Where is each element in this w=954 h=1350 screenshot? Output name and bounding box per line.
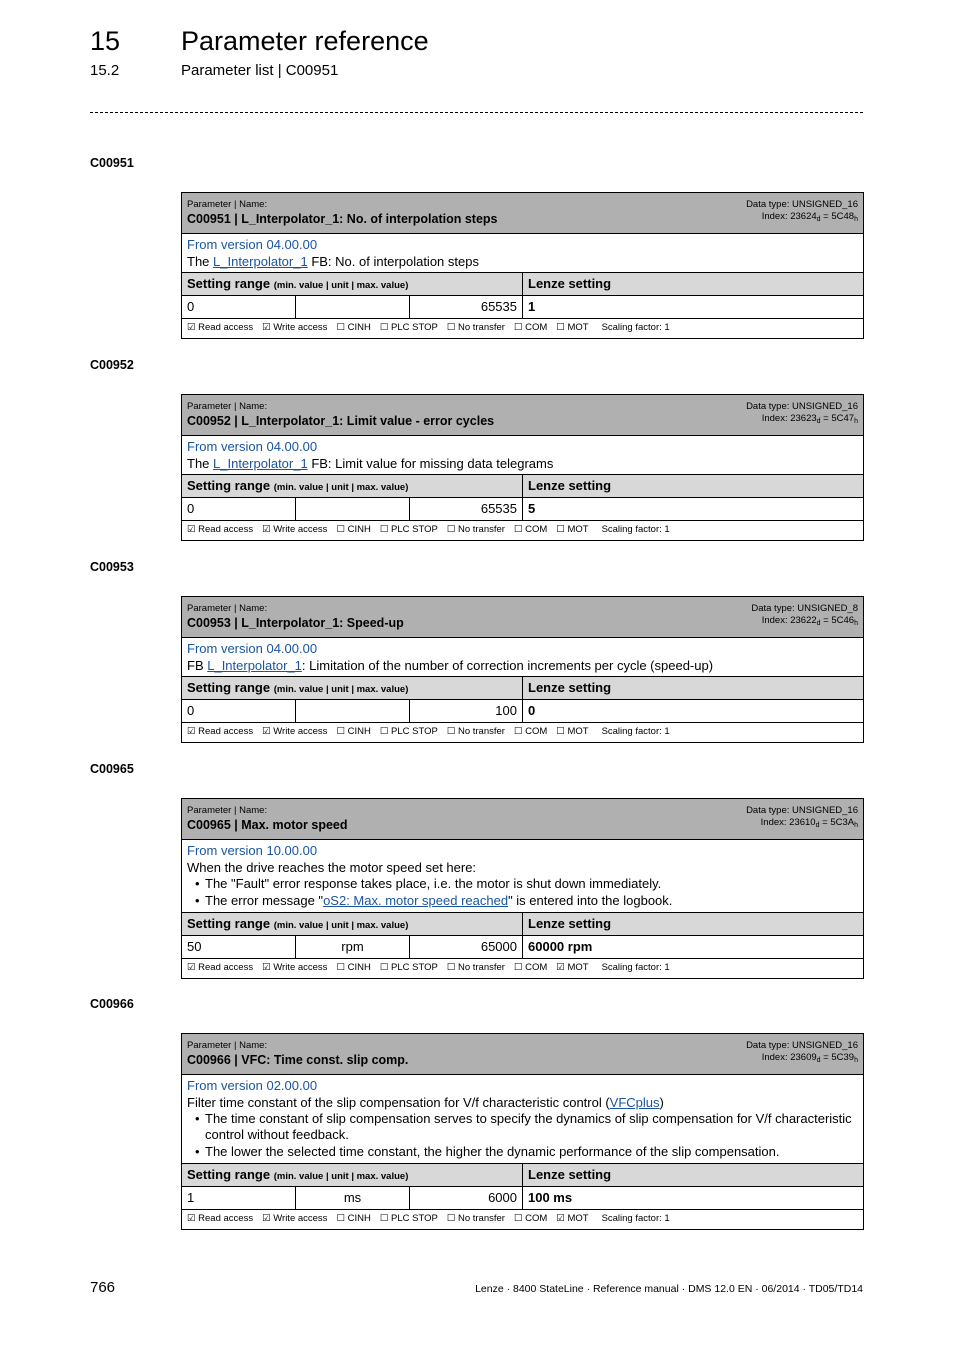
data-type: Data type: UNSIGNED_16 — [746, 1040, 858, 1051]
param-header — [182, 1034, 863, 1075]
fb-link[interactable]: L_Interpolator_1 — [213, 456, 308, 471]
version-info: From version 04.00.00 — [187, 237, 318, 252]
param-table-c00953 — [181, 596, 864, 743]
lenze-setting-value: 60000 rpm — [528, 939, 593, 954]
unit — [296, 700, 410, 722]
list-item: • The error message "oS2: Max. motor speed reached" is entered into the logbook. — [205, 893, 858, 909]
param-index: Index: $23609_d = 5C39_h$ — [761, 1052, 858, 1064]
lenze-setting-value: 5 — [528, 501, 536, 516]
param-heading-c00965: C00965 — [90, 762, 134, 776]
setting-range-header: Setting range (min. value | unit | max. value) Lenze setting — [182, 475, 863, 498]
param-description — [182, 840, 863, 913]
param-description: From version 04.00.00 FB L_Interpolator_1: Limitation of the number of correction increments per cycle (speed-up) — [182, 638, 863, 677]
chapter-title: Parameter reference — [181, 26, 429, 56]
max-value: 65535 — [410, 498, 523, 520]
list-item: • The lower the selected time constant, the higher the dynamic performance of the slip compensation. — [205, 1144, 858, 1160]
unit: ms — [296, 1187, 410, 1209]
max-value: 65535 — [410, 296, 523, 318]
list-item: • The "Fault" error response takes place, i.e. the motor is shut down immediately. — [205, 876, 858, 892]
param-header — [182, 597, 863, 638]
unit — [296, 296, 410, 318]
param-heading-c00951: C00951 — [90, 156, 134, 170]
version-info: From version 10.00.00 — [187, 843, 318, 858]
param-index: Index: $23622_d = 5C46_h$ — [761, 615, 858, 627]
param-heading-c00966: C00966 — [90, 997, 134, 1011]
param-header — [182, 193, 863, 234]
param-table-c00966 — [181, 1033, 864, 1230]
section-title: Parameter list | C00951 — [181, 62, 339, 79]
data-type: Data type: UNSIGNED_16 — [746, 199, 858, 210]
param-description: From version 04.00.00 The L_Interpolator_1 FB: Limit value for missing data telegrams — [182, 436, 863, 475]
max-value: 100 — [410, 700, 523, 722]
data-type: Data type: UNSIGNED_16 — [746, 805, 858, 816]
min-value: 50 — [182, 936, 296, 958]
fb-link[interactable]: L_Interpolator_1 — [213, 254, 308, 269]
description-bullets — [187, 876, 858, 909]
max-value: 65000 — [410, 936, 523, 958]
param-heading-c00953: C00953 — [90, 560, 134, 574]
setting-values-row — [182, 700, 863, 723]
chapter-number: 15 — [90, 26, 121, 56]
param-name-caption: Parameter | Name: — [187, 805, 268, 816]
version-info: From version 04.00.00 — [187, 641, 318, 656]
setting-values-row — [182, 936, 863, 959]
lenze-setting-value: 0 — [528, 703, 536, 718]
section-number: 15.2 — [90, 62, 120, 79]
param-description: From version 02.00.00 Filter time constant of the slip compensation for V/f characteristic control (VFCplus) • The time constant of slip compensation serves to specify the dynamics of slip compensation for V/f characteristic control without feedback. • The lower the selected time constant, the higher the dynamic performance of the slip compensation. — [182, 1075, 863, 1164]
param-table-c00951 — [181, 192, 864, 339]
access-flags-row: ☑ Read access ☑ Write access ☐ CINH ☐ PLC STOP ☐ No transfer ☐ COM ☑ MOT Scaling factor: 1 — [187, 1213, 670, 1224]
vfcplus-link[interactable]: VFCplus — [609, 1095, 660, 1110]
data-type: Data type: UNSIGNED_8 — [751, 603, 858, 614]
setting-values-row — [182, 498, 863, 521]
header-divider — [90, 112, 863, 113]
param-index: Index: $23624_d = 5C48_h$ — [761, 211, 858, 223]
list-item: • The time constant of slip compensation serves to specify the dynamics of slip compensation for V/f characteristic control without feedback. — [205, 1111, 858, 1142]
param-title: C00966 | VFC: Time const. slip comp. — [187, 1053, 409, 1067]
data-type: Data type: UNSIGNED_16 — [746, 401, 858, 412]
param-title: C00953 | L_Interpolator_1: Speed-up — [187, 616, 404, 630]
param-name-caption: Parameter | Name: — [187, 1040, 268, 1051]
version-info: From version 04.00.00 — [187, 439, 318, 454]
min-value: 0 — [182, 296, 296, 318]
fb-link[interactable]: L_Interpolator_1 — [207, 658, 302, 673]
param-name-caption: Parameter | Name: — [187, 603, 268, 614]
setting-range-header: Setting range (min. value | unit | max. value) Lenze setting — [182, 913, 863, 936]
param-description: From version 04.00.00 The L_Interpolator_1 FB: No. of interpolation steps — [182, 234, 863, 273]
param-index: Index: $23623_d = 5C47_h$ — [761, 413, 858, 425]
param-heading-c00952: C00952 — [90, 358, 134, 372]
setting-range-header: Setting range (min. value | unit | max. value) Lenze setting — [182, 273, 863, 296]
param-header — [182, 799, 863, 840]
param-name-caption: Parameter | Name: — [187, 401, 268, 412]
setting-range-header: Setting range (min. value | unit | max. value) Lenze setting — [182, 1164, 863, 1187]
access-flags-row: ☑ Read access ☑ Write access ☐ CINH ☐ PLC STOP ☐ No transfer ☐ COM ☐ MOT Scaling factor: 1 — [187, 726, 670, 737]
unit: rpm — [296, 936, 410, 958]
param-index: Index: $23610_d = 5C3A_h$ — [760, 817, 858, 829]
param-table-c00965 — [181, 798, 864, 979]
description-bullets — [187, 1111, 858, 1159]
version-info: From version 02.00.00 — [187, 1078, 318, 1093]
footer-text: Lenze · 8400 StateLine · Reference manual · DMS 12.0 EN · 06/2014 · TD05/TD14 — [475, 1283, 863, 1295]
lenze-setting-value: 1 — [528, 299, 536, 314]
max-value: 6000 — [410, 1187, 523, 1209]
setting-values-row — [182, 296, 863, 319]
unit — [296, 498, 410, 520]
param-title: C00952 | L_Interpolator_1: Limit value - error cycles — [187, 414, 495, 428]
param-title: C00965 | Max. motor speed — [187, 818, 348, 832]
param-header — [182, 395, 863, 436]
param-name-caption: Parameter | Name: — [187, 199, 268, 210]
min-value: 1 — [182, 1187, 296, 1209]
description-text: When the drive reaches the motor speed set here: — [187, 860, 477, 875]
access-flags-row: ☑ Read access ☑ Write access ☐ CINH ☐ PLC STOP ☐ No transfer ☐ COM ☐ MOT Scaling factor: 1 — [187, 524, 670, 535]
param-title: C00951 | L_Interpolator_1: No. of interpolation steps — [187, 212, 498, 226]
min-value: 0 — [182, 700, 296, 722]
lenze-setting-value: 100 ms — [528, 1190, 573, 1205]
access-flags-row: ☑ Read access ☑ Write access ☐ CINH ☐ PLC STOP ☐ No transfer ☐ COM ☑ MOT Scaling factor: 1 — [187, 962, 670, 973]
access-flags-row: ☑ Read access ☑ Write access ☐ CINH ☐ PLC STOP ☐ No transfer ☐ COM ☐ MOT Scaling factor: 1 — [187, 322, 670, 333]
error-message-link[interactable]: oS2: Max. motor speed reached — [323, 893, 509, 908]
min-value: 0 — [182, 498, 296, 520]
param-table-c00952 — [181, 394, 864, 541]
setting-range-header: Setting range (min. value | unit | max. value) Lenze setting — [182, 677, 863, 700]
page-number: 766 — [90, 1279, 116, 1296]
setting-values-row — [182, 1187, 863, 1210]
